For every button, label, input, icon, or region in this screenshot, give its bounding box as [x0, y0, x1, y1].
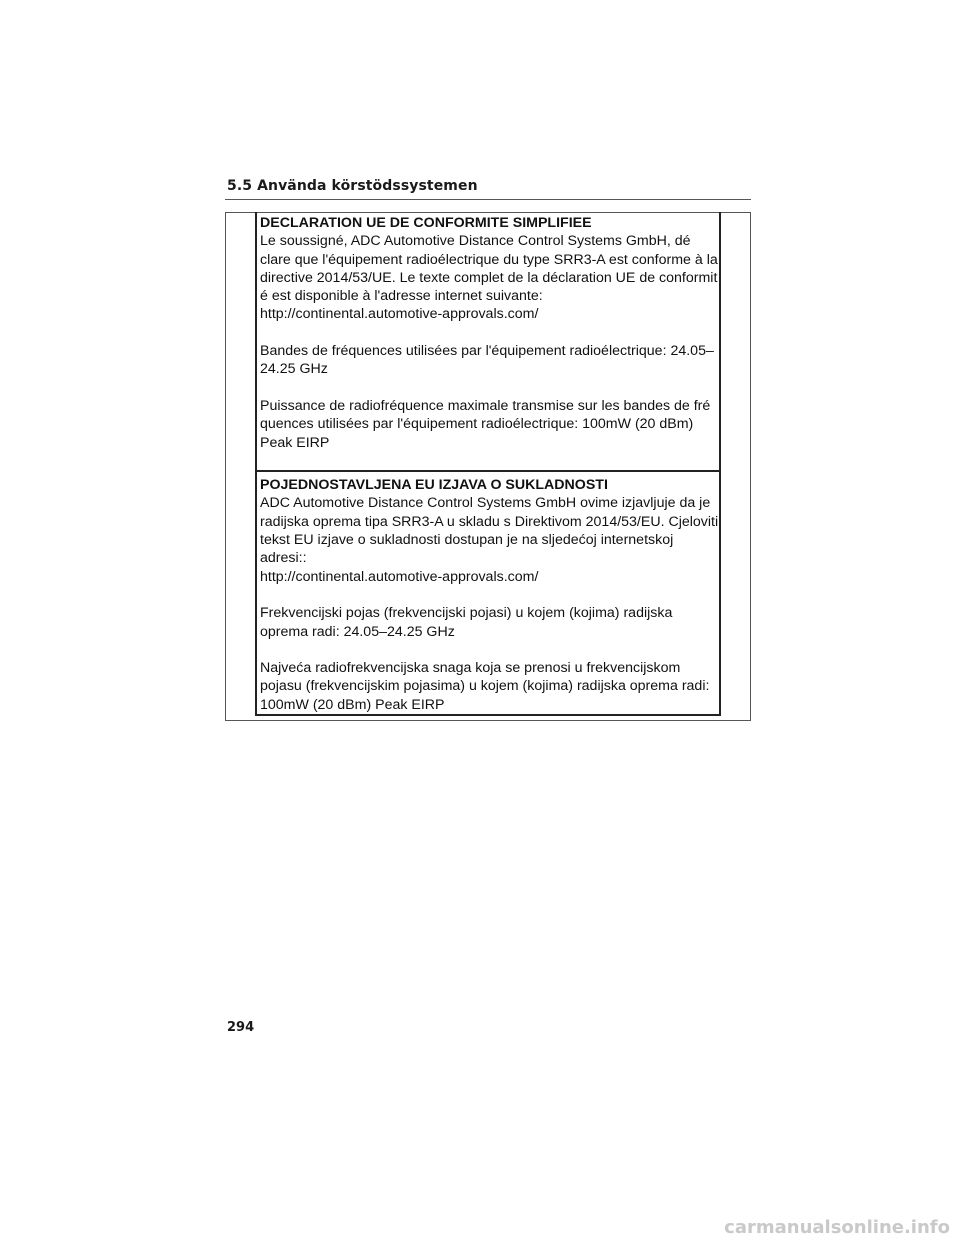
header-divider: [225, 199, 751, 200]
paragraph-gap: [260, 452, 719, 470]
declaration-box: [255, 212, 721, 716]
page-number: 294: [227, 1020, 255, 1035]
section-title: 5.5 Använda körstödssystemen: [227, 178, 478, 194]
declaration-hr-title: POJEDNOSTAVLJENA EU IZJAVA O SUKLADNOSTI: [260, 477, 608, 494]
declaration-fr-line: Peak EIRP: [260, 434, 330, 451]
declaration-fr-line: é est disponible à l'adresse internet suivante:: [260, 288, 543, 305]
watermark: carmanualsonline.info: [724, 1217, 950, 1238]
paragraph-gap: [260, 379, 719, 397]
declaration-fr: [257, 212, 719, 470]
declaration-fr-line: Bandes de fréquences utilisées par l'équipement radioélectrique: 24.05–: [260, 343, 714, 360]
declaration-hr-line: Najveća radiofrekvencijska snaga koja se prenosi u frekvencijskom: [260, 660, 681, 677]
declaration-fr-line: quences utilisées par l'équipement radioélectrique: 100mW (20 dBm): [260, 416, 694, 433]
declaration-hr-line: adresi::: [260, 550, 307, 567]
declaration-hr-line: 100mW (20 dBm) Peak EIRP: [260, 696, 445, 713]
declaration-fr-title: DECLARATION UE DE CONFORMITE SIMPLIFIEE: [260, 215, 592, 231]
declaration-fr-line: Le soussigné, ADC Automotive Distance Control Systems GmbH, dé: [260, 233, 691, 250]
declaration-fr-line: clare que l'équipement radioélectrique du type SRR3-A est conforme à la: [260, 251, 718, 268]
paragraph-gap: [260, 641, 719, 659]
declaration-hr-url: http://continental.automotive-approvals.com/: [260, 568, 539, 585]
declaration-hr-line: oprema radi: 24.05–24.25 GHz: [260, 623, 455, 640]
paragraph-gap: [260, 586, 719, 604]
declaration-hr-line: pojasu (frekvencijskim pojasima) u kojem (kojima) radijska oprema radi:: [260, 678, 710, 695]
declaration-hr-line: Frekvencijski pojas (frekvencijski pojasi) u kojem (kojima) radijska: [260, 605, 673, 622]
declaration-fr-line: directive 2014/53/UE. Le texte complet de la déclaration UE de conformit: [260, 269, 718, 286]
declaration-fr-line: Puissance de radiofréquence maximale transmise sur les bandes de fré: [260, 397, 711, 414]
declaration-hr-line: radijska oprema tipa SRR3-A u skladu s Direktivom 2014/53/EU. Cjeloviti: [260, 513, 719, 530]
declaration-hr-line: tekst EU izjave o sukladnosti dostupan je na sljedećoj internetskoj: [260, 532, 674, 549]
declaration-hr: [257, 470, 719, 714]
declaration-fr-url: http://continental.automotive-approvals.com/: [260, 306, 539, 323]
declaration-hr-line: ADC Automotive Distance Control Systems GmbH ovime izjavljuje da je: [260, 495, 711, 512]
paragraph-gap: [260, 324, 719, 342]
declaration-fr-line: 24.25 GHz: [260, 361, 328, 378]
